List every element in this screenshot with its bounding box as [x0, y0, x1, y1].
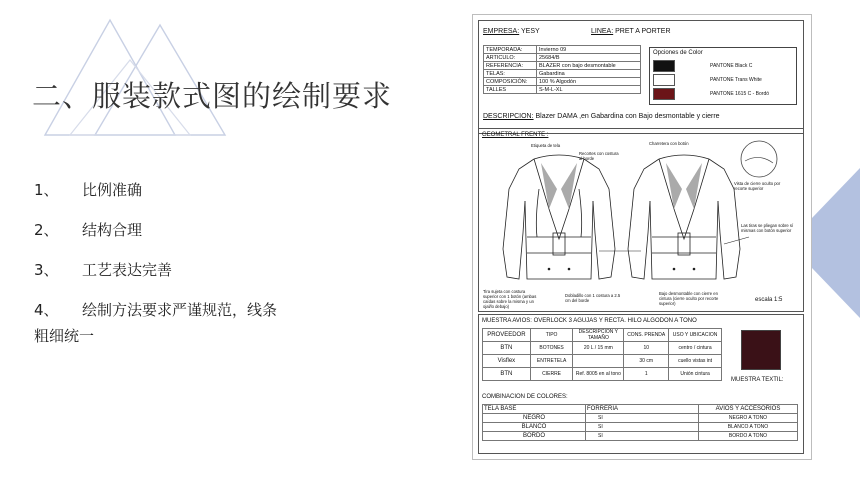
color-combination-table — [482, 404, 798, 441]
cell: BLANCO A TONO — [699, 423, 798, 432]
field-label: TELAS: — [484, 70, 537, 78]
requirement-number: 4、 — [34, 301, 59, 319]
linea-label: LINEA: — [591, 28, 614, 35]
annotation-note: Charretera con botón — [649, 141, 689, 146]
cell: ENTRETELA — [530, 355, 573, 368]
avios-title-rest: OVERLOCK 3 AGUJAS Y RECTA. HILO ALGODON A TONO — [533, 318, 697, 324]
cell: BLANCO — [483, 423, 586, 432]
column-header: TELA BASE — [483, 405, 586, 414]
annotation-note: Etiqueta de tela — [531, 143, 561, 148]
field-value: 25684/B — [537, 54, 641, 62]
field-value: Invierno 09 — [537, 46, 641, 54]
table-row — [483, 423, 798, 432]
table-row — [483, 342, 722, 355]
avios-table — [482, 328, 722, 381]
field-value: BLAZER con bajo desmontable — [537, 62, 641, 70]
combo-title: COMBINACION DE COLORES: — [482, 394, 568, 400]
sheet-header — [478, 20, 804, 134]
color-swatch-white — [653, 74, 675, 86]
empresa-field — [483, 28, 540, 35]
scale-label: escala 1:5 — [755, 297, 783, 303]
cell: Ref. 8005 en al tono — [573, 368, 624, 381]
requirement-number: 2、 — [34, 221, 59, 239]
color-options-box — [649, 47, 797, 105]
textile-sample — [741, 330, 781, 370]
lapel-shade-left — [541, 163, 557, 209]
empresa-value: YESY — [521, 28, 540, 35]
requirement-text: 比例准确 — [82, 181, 143, 199]
color-option-name: PANTONE Trans White — [710, 77, 762, 83]
column-header: AVIOS Y ACCESORIOS — [699, 405, 798, 414]
field-label: ARTICULO: — [484, 54, 537, 62]
avios-title — [482, 318, 697, 324]
description-field — [483, 113, 720, 120]
field-label: REFERENCIA: — [484, 62, 537, 70]
requirements-list — [34, 180, 334, 366]
avios-section — [478, 314, 804, 454]
cell: BORDO — [483, 432, 586, 441]
requirement-text: 结构合理 — [82, 221, 143, 239]
field-value: S-M-L-XL — [537, 86, 641, 94]
geometral-section — [478, 128, 804, 312]
cell: NEGRO A TONO — [699, 414, 798, 423]
column-header: TIPO — [530, 329, 573, 342]
geometral-title: GEOMETRAL FRENTE : — [482, 132, 549, 138]
cell: NEGRO — [483, 414, 586, 423]
detail-circle — [741, 141, 777, 177]
lapel-shade-right — [561, 163, 577, 209]
field-label: COMPOSICIÓN: — [484, 78, 537, 86]
table-row — [483, 368, 722, 381]
cell: BORDO A TONO — [699, 432, 798, 441]
cell: SI — [586, 414, 699, 423]
requirement-number: 3、 — [34, 261, 59, 279]
cell: SI — [586, 432, 699, 441]
annotation-note: Dobladillo con 1 costura a 2.5 cm del borde — [565, 293, 621, 303]
cell: Unión cintura — [669, 368, 722, 381]
cell: centro / cintura — [669, 342, 722, 355]
table-row — [483, 355, 722, 368]
linea-value: PRET A PORTER — [615, 28, 671, 35]
annotation-note: Tira sujeta con costura superior con 1 botón (ambas caídas sobre la misma y un ojal/lo debajo) — [483, 289, 537, 309]
requirement-number: 1、 — [34, 181, 59, 199]
avios-title-label: MUESTRA AVIOS: — [482, 318, 532, 324]
column-header: PROVEEDOR — [483, 329, 531, 342]
column-header: USO Y UBICACION — [669, 329, 722, 342]
jacket-right-drawing — [628, 155, 740, 279]
cell: Visflex — [483, 355, 531, 368]
annotation-note: Las tiras se pliegan sobre sí mismas con botón superior — [741, 223, 794, 233]
cell: 10 — [624, 342, 669, 355]
cell: BOTONES — [530, 342, 573, 355]
linea-field — [591, 28, 671, 35]
cell: CIERRE — [530, 368, 573, 381]
column-header: CONS. PRENDA — [624, 329, 669, 342]
page-title: 二、服装款式图的绘制要求 — [32, 79, 393, 113]
color-option-name: PANTONE 1615 C - Bordó — [710, 91, 770, 97]
tech-sheet — [472, 14, 812, 460]
color-option-name: PANTONE Black C — [710, 63, 753, 69]
jacket-drawings — [479, 129, 803, 311]
requirement-text: 工艺表达完善 — [82, 261, 173, 279]
requirement-item — [34, 260, 334, 280]
annotation-note: Vista de cierre oculto por recorte superior — [734, 181, 781, 191]
empresa-label: EMPRESA: — [483, 28, 520, 35]
lapel-shade-right — [686, 163, 702, 209]
article-fields-table — [483, 45, 641, 94]
color-swatch-bordo — [653, 88, 675, 100]
requirement-item — [34, 180, 334, 200]
cell: cuello vistas int — [669, 355, 722, 368]
lapel-shade-left — [666, 163, 682, 209]
field-value: 100 % Algodón — [537, 78, 641, 86]
color-options-title: Opciones de Color — [653, 50, 703, 56]
cell: 30 cm — [624, 355, 669, 368]
cell — [573, 355, 624, 368]
cell: 1 — [624, 368, 669, 381]
textile-label: MUESTRA TEXTIL: — [731, 377, 784, 383]
requirement-item — [34, 220, 334, 240]
cell: SI — [586, 423, 699, 432]
annotation-note: Recortes con costura al borde — [579, 151, 619, 161]
cell: BTN — [483, 368, 531, 381]
cell: BTN — [483, 342, 531, 355]
field-label: TEMPORADA: — [484, 46, 537, 54]
description-label: DESCRIPCION: — [483, 113, 534, 120]
color-swatch-black — [653, 60, 675, 72]
field-label: TALLES — [484, 86, 537, 94]
table-row — [483, 414, 798, 423]
cell: 20 L / 15 mm — [573, 342, 624, 355]
requirement-item — [34, 300, 334, 320]
description-value: Blazer DAMA ,en Gabardina con Bajo desmontable y cierre — [535, 113, 720, 120]
column-header: DESCRIPCION Y TAMAÑO — [573, 329, 624, 342]
table-row — [483, 432, 798, 441]
field-value: Gabardina — [537, 70, 641, 78]
requirement-item-continued — [34, 326, 334, 346]
annotation-note: Bajo desmontable con cierre en cintura (cierre oculto por recorte superior) — [659, 291, 719, 306]
jacket-left-drawing — [503, 155, 615, 279]
column-header: FORRERIA — [586, 405, 699, 414]
requirement-text: 绘制方法要求严谨规范，线条 — [82, 301, 278, 319]
requirement-text-continued: 粗细统一 — [34, 327, 95, 345]
